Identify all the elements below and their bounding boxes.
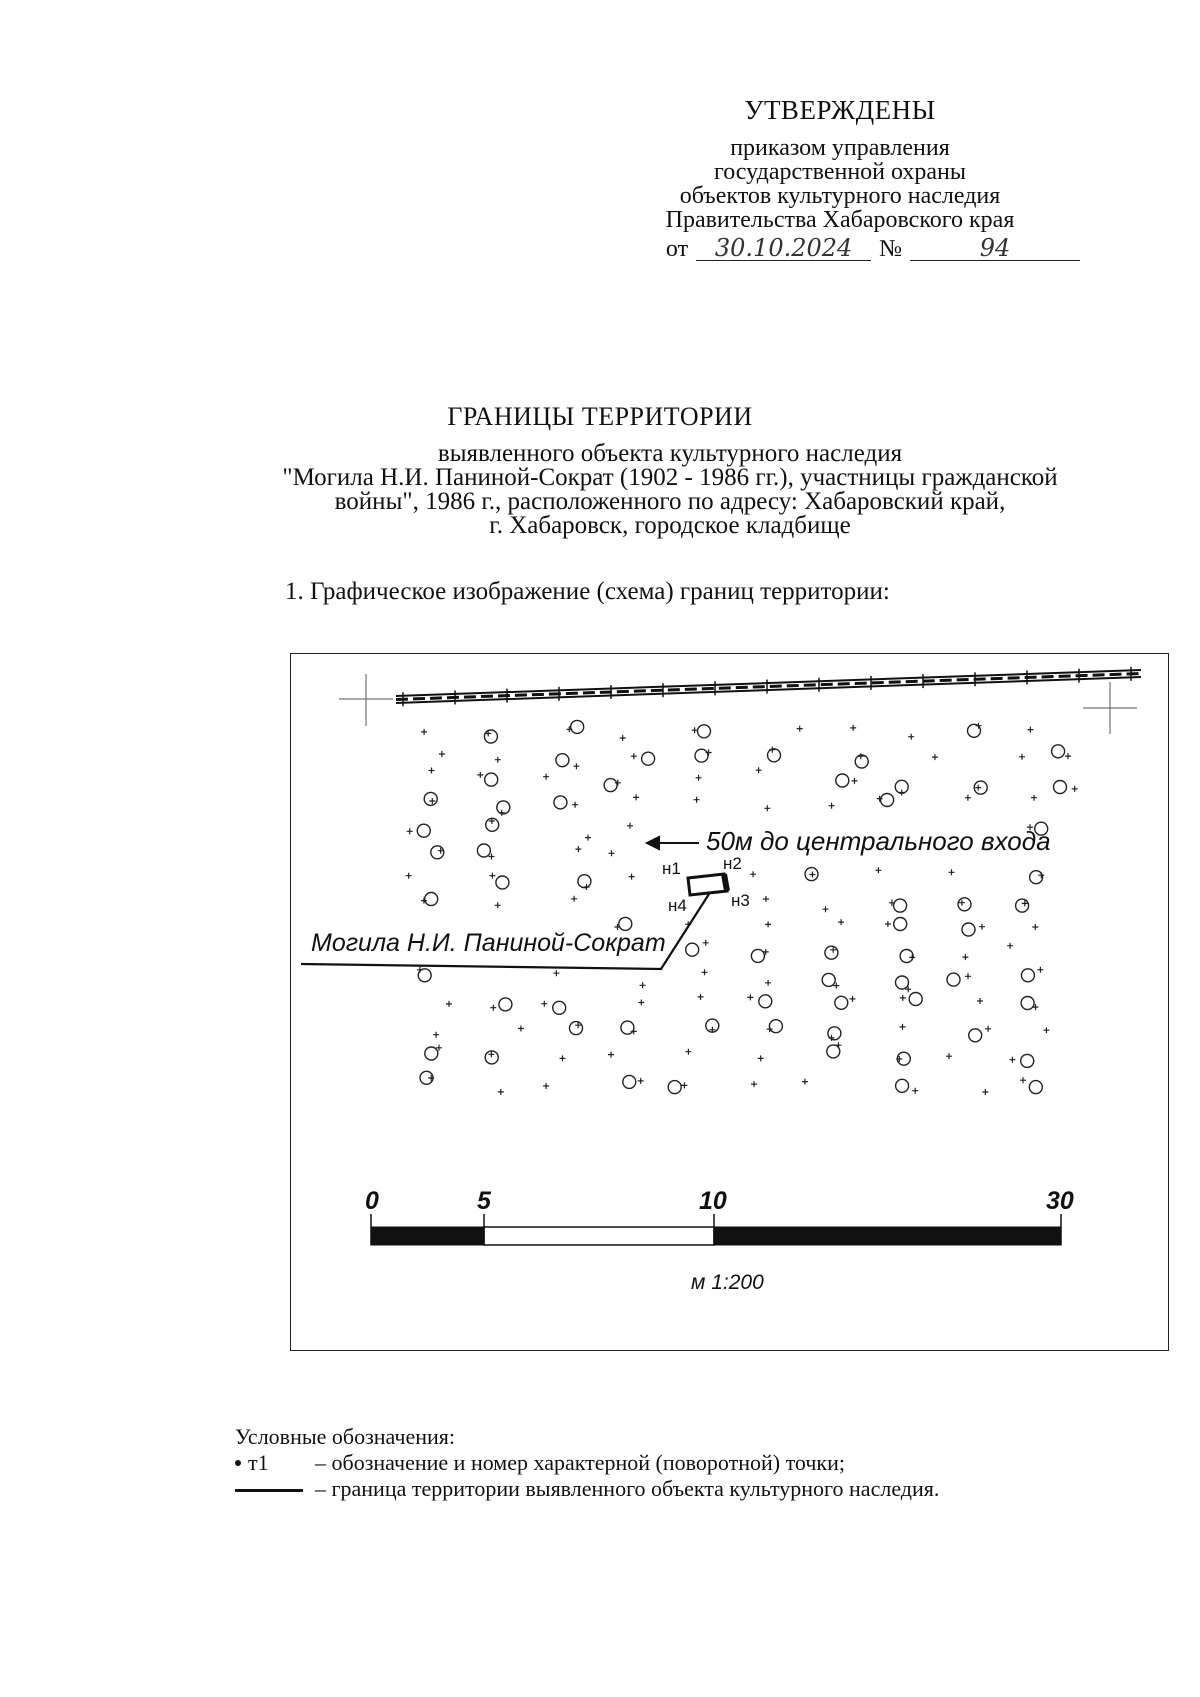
grave-circle	[485, 773, 498, 786]
grave-cross	[977, 998, 983, 1004]
grave-circle	[570, 1022, 583, 1035]
scale-bar	[371, 1214, 1061, 1245]
grave-cross	[407, 828, 413, 834]
grave-circle	[827, 1045, 840, 1058]
grave-cross	[850, 725, 856, 731]
grave-cross	[885, 921, 891, 927]
grave-circle	[855, 755, 868, 768]
grave-circle	[1030, 871, 1043, 884]
grave-circle	[894, 899, 907, 912]
grave-cross	[809, 872, 815, 878]
scale-tick-label: 5	[477, 1187, 491, 1215]
legend-point-code: т1	[248, 1450, 269, 1475]
grave-cross	[406, 873, 412, 879]
grave-cross	[802, 1079, 808, 1085]
grave-circle	[642, 752, 655, 765]
order-number: 94	[910, 236, 1080, 261]
grave-cross	[631, 1028, 637, 1034]
grave-cross	[965, 973, 971, 979]
grave-circle	[759, 995, 772, 1008]
approval-line: объектов культурного наследия	[679, 183, 1001, 209]
scheme-canvas	[291, 654, 1167, 1349]
boundary-scheme	[290, 653, 1169, 1351]
grave-circle	[425, 893, 438, 906]
document-subtitle	[230, 442, 1110, 538]
grave-cross	[912, 1088, 918, 1094]
fence-ticks	[403, 667, 1131, 706]
grave-circle	[1052, 745, 1065, 758]
grave-cross	[979, 924, 985, 930]
subtitle-line: выявленного объекта культурного наследия	[437, 440, 903, 467]
grave-cross	[698, 994, 704, 1000]
grave-circle	[896, 1079, 909, 1092]
grave-cross	[543, 1083, 549, 1089]
grave-cross	[875, 867, 881, 873]
grave-cross	[1043, 1027, 1049, 1033]
grave-cross	[899, 790, 905, 796]
grave-cross	[608, 1052, 614, 1058]
date-prefix: от	[665, 236, 689, 262]
grave-cross	[908, 734, 914, 740]
grave-cross	[1031, 795, 1037, 801]
grave-circle	[556, 754, 569, 767]
grave-cross	[932, 754, 938, 760]
legend-heading: Условные обозначения:	[235, 1424, 456, 1449]
grave-cross	[985, 1026, 991, 1032]
scale-tick-label: 30	[1046, 1187, 1074, 1215]
point-label: н3	[731, 891, 750, 910]
order-line	[600, 236, 1080, 261]
grave-circle	[604, 779, 617, 792]
grave-boundary	[688, 874, 727, 895]
approval-block	[600, 95, 1080, 262]
grave-cross	[499, 810, 505, 816]
scale-tick-label: 0	[365, 1187, 379, 1215]
grave-cross	[627, 823, 633, 829]
grave-cross	[498, 1089, 504, 1095]
grave-circle	[836, 774, 849, 787]
grave-cross	[585, 835, 591, 841]
grave-cross	[852, 778, 858, 784]
grave-cross	[765, 980, 771, 986]
grave-circle	[497, 801, 510, 814]
point-label: н2	[723, 854, 742, 873]
approval-line: государственной охраны	[713, 159, 967, 185]
grave-circle	[947, 973, 960, 986]
grave-cross	[429, 768, 435, 774]
grave-cross	[560, 1055, 566, 1061]
grave-cross	[1007, 943, 1013, 949]
grave-cross	[694, 797, 700, 803]
grave-cross	[446, 1001, 452, 1007]
grave-cross	[1037, 967, 1043, 973]
grave-cross	[417, 967, 423, 973]
grave-cross	[797, 726, 803, 732]
grave-cross	[838, 919, 844, 925]
grave-cross	[1009, 1057, 1015, 1063]
grave-cross	[976, 723, 982, 729]
grave-cross	[975, 785, 981, 791]
document-title: ГРАНИЦЫ ТЕРРИТОРИИ	[447, 402, 753, 431]
grave-circle	[1021, 997, 1034, 1010]
grave-cross	[433, 1032, 439, 1038]
grave-cross	[609, 850, 615, 856]
grave-circle	[909, 993, 922, 1006]
grave-circle	[698, 725, 711, 738]
grave-cross	[962, 954, 968, 960]
grave-cross	[488, 1051, 494, 1057]
grave-circle	[554, 796, 567, 809]
grave-cross	[982, 1089, 988, 1095]
subtitle-line: войны", 1986 г., расположенного по адресу: Хабаровский край,	[334, 488, 1006, 515]
grave-circle	[686, 943, 699, 956]
grave-circle	[969, 1029, 982, 1042]
approval-line: Правительства Хабаровского края	[665, 207, 1015, 233]
grave-circle	[668, 1081, 681, 1094]
grave-cross	[633, 794, 639, 800]
grave-cross	[850, 996, 856, 1002]
grave-cross	[439, 751, 445, 757]
grave-circle	[1016, 899, 1029, 912]
grave-circle	[695, 749, 708, 762]
grave-cross	[758, 1055, 764, 1061]
grave-cross	[518, 1026, 524, 1032]
grave-circle	[1029, 1081, 1042, 1094]
grave-cross	[900, 1024, 906, 1030]
grave-cross	[620, 735, 626, 741]
crosshair-mark	[339, 674, 393, 726]
grave-circle	[1021, 1054, 1034, 1067]
point-dot-icon	[235, 1460, 241, 1466]
grave-cross	[764, 805, 770, 811]
grave-cross	[571, 896, 577, 902]
grave-cross	[747, 994, 753, 1000]
grave-cross	[584, 884, 590, 890]
grave-label: Могила Н.И. Паниной-Сократ	[311, 929, 666, 957]
grave-cross	[1032, 924, 1038, 930]
grave-circle	[621, 1021, 634, 1034]
grave-cross	[629, 874, 635, 880]
grave-circle	[496, 876, 509, 889]
grave-cross	[489, 873, 495, 879]
grave-cross	[823, 906, 829, 912]
grave-cross	[965, 795, 971, 801]
legend-point-desc: – обозначение и номер характерной (поворотной) точки;	[315, 1450, 845, 1475]
grave-cross	[681, 1082, 687, 1088]
legend-line-desc: – граница территории выявленного объекта культурного наследия.	[315, 1476, 940, 1501]
grave-cross	[858, 753, 864, 759]
grave-cross	[631, 753, 637, 759]
grave-cross	[477, 772, 483, 778]
section-heading: 1. Графическое изображение (схема) границ территории:	[285, 578, 890, 605]
grave-circle	[751, 949, 764, 962]
grave-circle	[553, 1001, 566, 1014]
point-label: н1	[662, 859, 681, 878]
grave-cross	[543, 774, 549, 780]
grave-circle	[962, 923, 975, 936]
grave-cross	[692, 727, 698, 733]
grave-circle	[768, 749, 781, 762]
grave-cross	[541, 1001, 547, 1007]
approval-line: приказом управления	[730, 135, 950, 161]
grave-cross	[490, 1005, 496, 1011]
point-label: н4	[668, 896, 687, 915]
grave-cross	[1027, 727, 1033, 733]
legend	[235, 1424, 939, 1502]
grave-cross	[946, 1053, 952, 1059]
grave-circle	[769, 1020, 782, 1033]
grave-cross	[765, 921, 771, 927]
grave-cross	[1020, 1077, 1026, 1083]
grave-cross	[763, 896, 769, 902]
boundary-line-icon	[235, 1489, 303, 1492]
grave-circle	[571, 720, 584, 733]
subtitle-line: г. Хабаровск, городское кладбище	[489, 512, 851, 539]
grave-cross	[640, 982, 646, 988]
grave-cross	[573, 763, 579, 769]
grave-cross	[702, 969, 708, 975]
grave-circle	[477, 844, 490, 857]
legend-line-symbol	[235, 1487, 315, 1492]
scale-tick-label: 10	[699, 1187, 727, 1215]
grave-cross	[553, 970, 559, 976]
grave-circle	[424, 792, 437, 805]
grave-cross	[949, 869, 955, 875]
subtitle-line: "Могила Н.И. Паниной-Сократ (1902 - 1986 гг.), участницы гражданской	[282, 464, 1058, 491]
order-date: 30.10.2024	[696, 236, 871, 261]
grave-cross	[638, 1078, 644, 1084]
grave-cross	[1019, 754, 1025, 760]
grave-cross	[769, 747, 775, 753]
grave-circle	[1021, 969, 1034, 982]
grave-circle	[894, 918, 907, 931]
grave-cross	[909, 954, 915, 960]
grave-circle	[822, 973, 835, 986]
grave-cross	[638, 1000, 644, 1006]
grave-circle	[431, 846, 444, 859]
grave-circle	[623, 1075, 636, 1088]
grave-cross	[836, 1042, 842, 1048]
grave-cross	[421, 729, 427, 735]
legend-row-line	[235, 1476, 939, 1502]
grave-cross	[750, 871, 756, 877]
grave-cross	[751, 1081, 757, 1087]
grave-cross	[1072, 786, 1078, 792]
legend-point-symbol	[235, 1450, 315, 1476]
legend-row-point	[235, 1450, 939, 1476]
grave-circle	[881, 794, 894, 807]
grave-cross	[696, 775, 702, 781]
scale-caption: м 1:200	[691, 1271, 764, 1294]
grave-cross	[703, 940, 709, 946]
grave-circle	[578, 875, 591, 888]
number-prefix: №	[879, 236, 902, 262]
grave-cross	[572, 802, 578, 808]
direction-label: 50м до центрального входа	[706, 826, 1051, 856]
grave-circle	[835, 996, 848, 1009]
grave-circle	[1054, 781, 1067, 794]
grave-cross	[429, 798, 435, 804]
grave-cross	[829, 803, 835, 809]
direction-arrow	[647, 837, 699, 849]
grave-circle	[900, 950, 913, 963]
grave-circle	[425, 1047, 438, 1060]
grave-circle	[499, 998, 512, 1011]
grave-cross	[575, 846, 581, 852]
approval-heading: УТВЕРЖДЕНЫ	[744, 95, 936, 125]
grave-cross	[1065, 753, 1071, 759]
grave-circle	[825, 946, 838, 959]
grave-cross	[495, 757, 501, 763]
grave-circle	[896, 976, 909, 989]
grave-cross	[1038, 872, 1044, 878]
grave-circle	[417, 824, 430, 837]
grave-cross	[495, 902, 501, 908]
grave-cross	[706, 750, 712, 756]
grave-cross	[685, 1049, 691, 1055]
grave-cross	[756, 767, 762, 773]
grave-circle	[484, 730, 497, 743]
grave-circle	[958, 898, 971, 911]
crosshair-mark	[1083, 682, 1137, 734]
grave-cross	[900, 995, 906, 1001]
